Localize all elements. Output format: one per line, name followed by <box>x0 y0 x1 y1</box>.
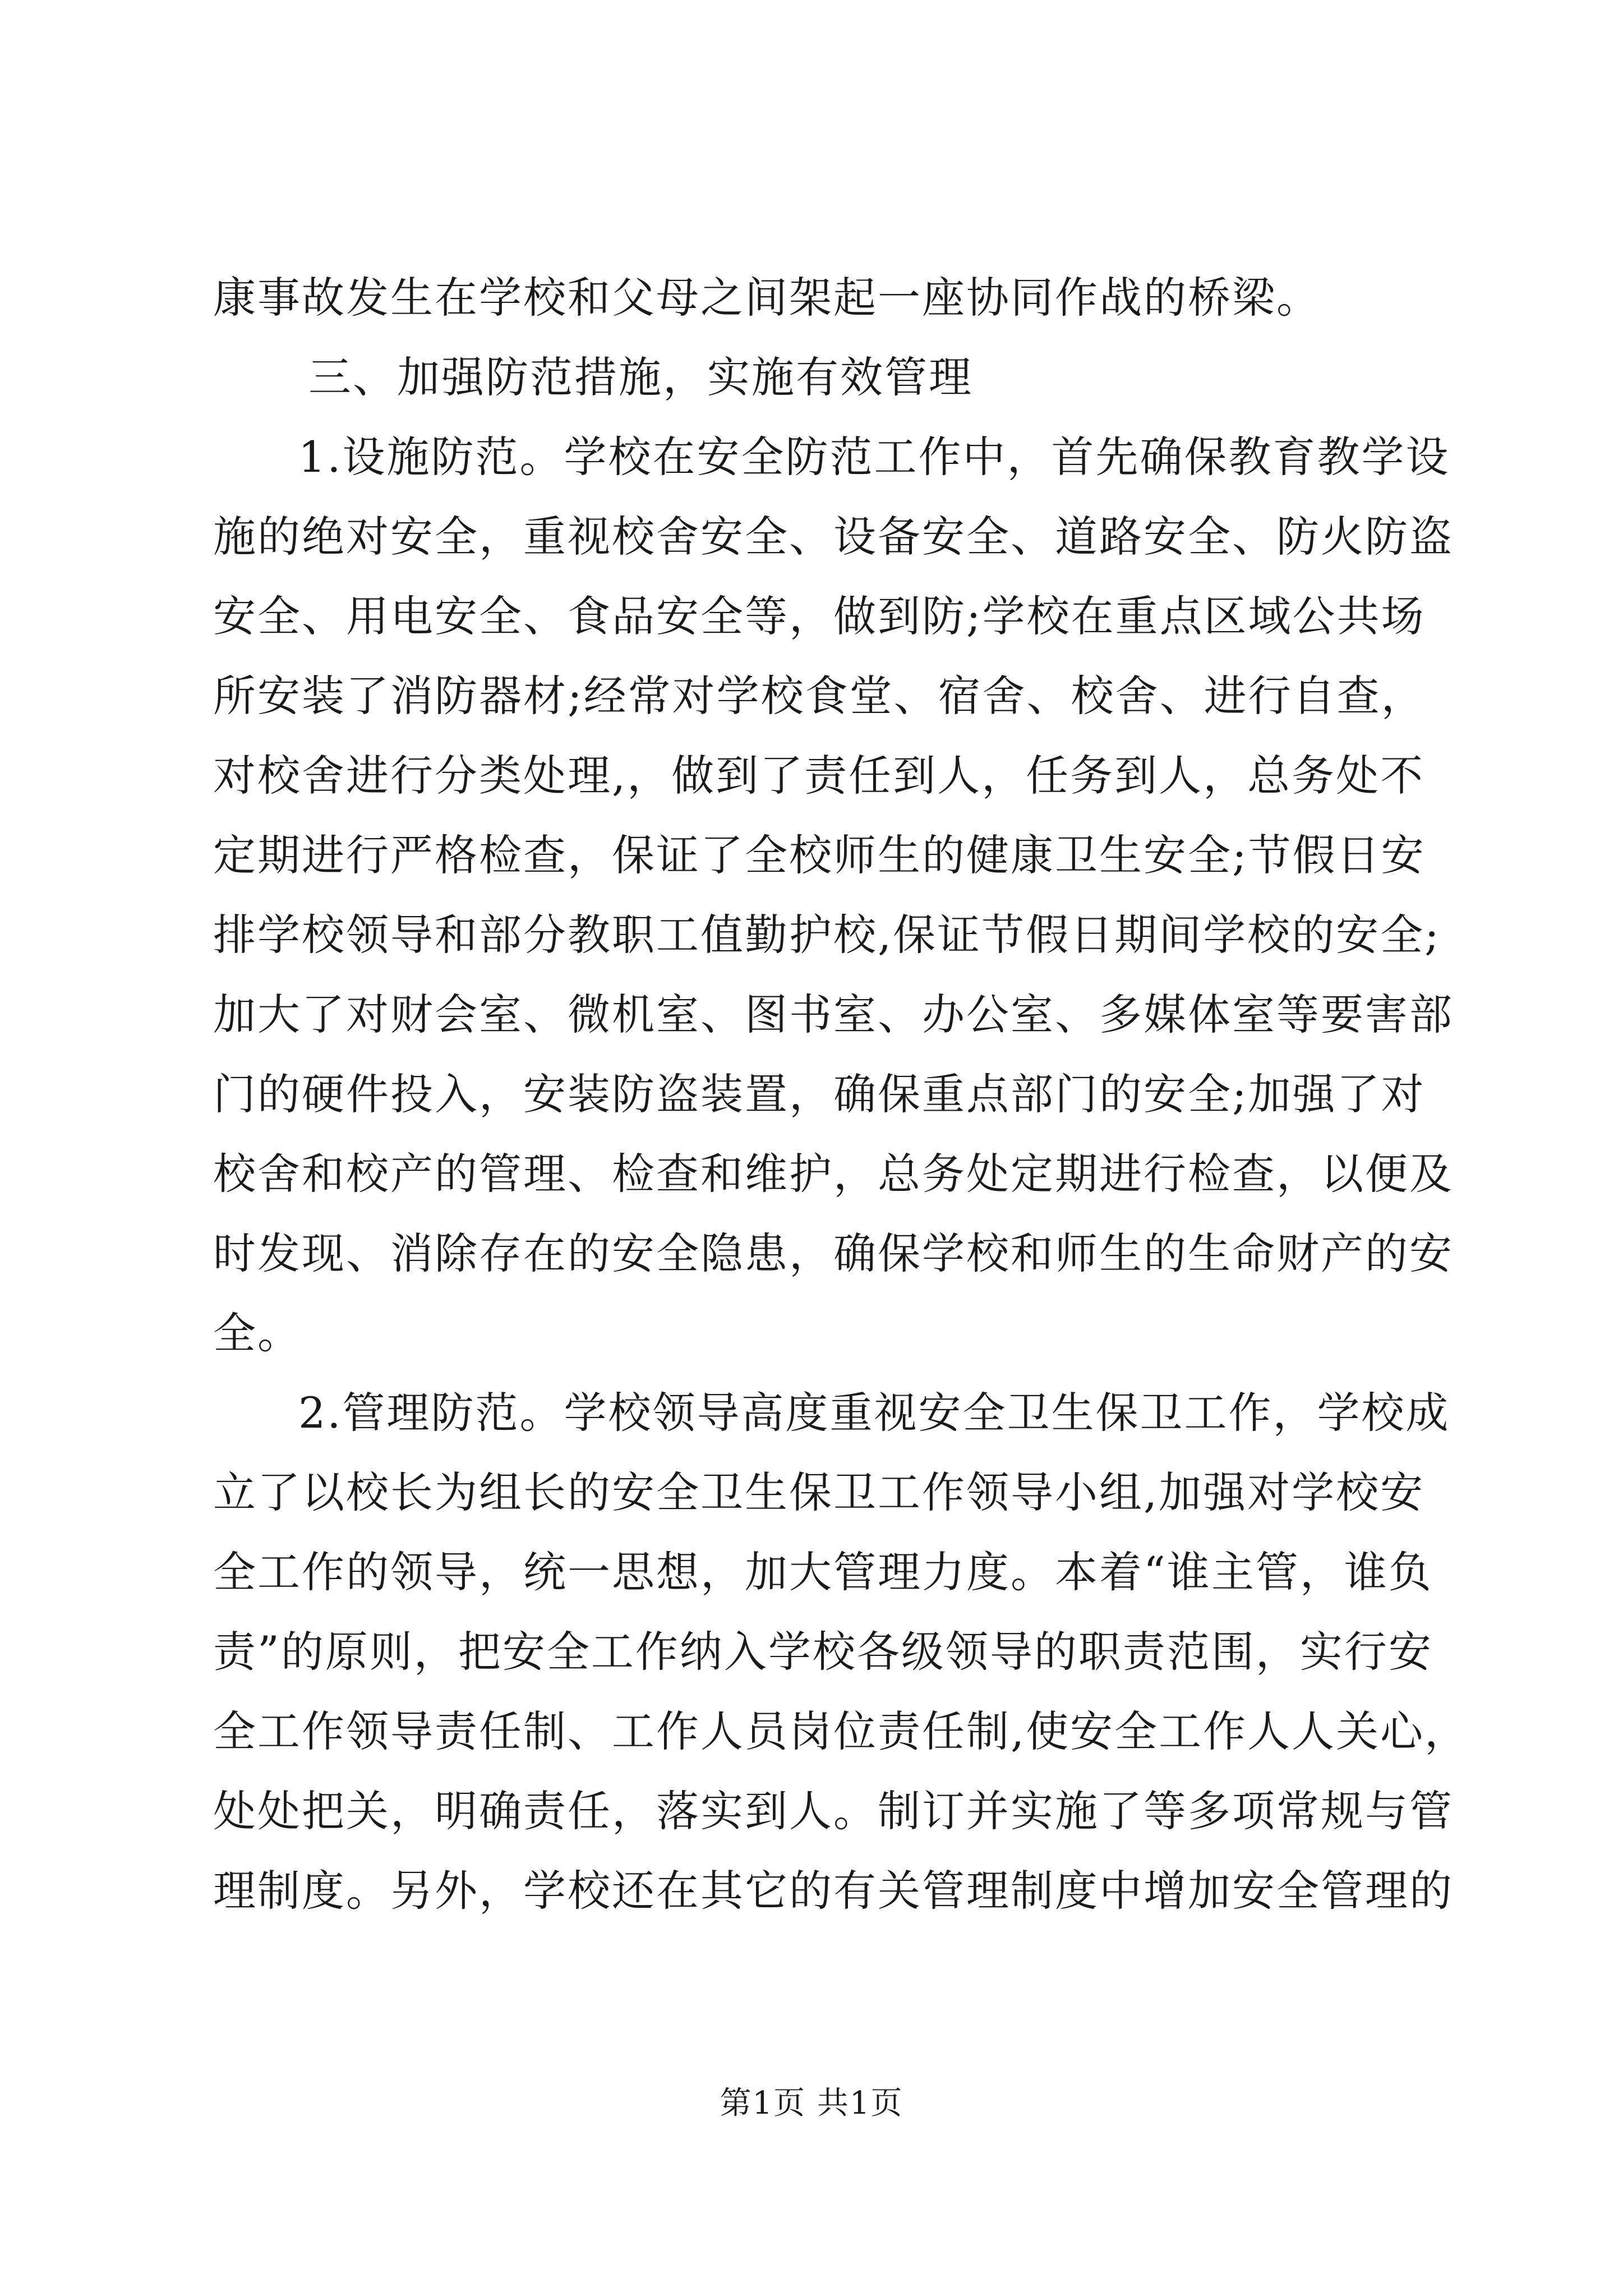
text-line: 全工作的领导，统一思想，加大管理力度。本着“谁主管，谁负 <box>213 1547 1433 1597</box>
text-line: 排学校领导和部分教职工值勤护校,保证节假日期间学校的安全; <box>213 910 1441 960</box>
section-heading: 三、加强防范措施，实施有效管理 <box>308 352 973 402</box>
text-line: 所安装了消防器材;经常对学校食堂、宿舍、校舍、进行自查， <box>213 671 1426 721</box>
page-number-footer: 第1页 共1页 <box>720 2085 903 2122</box>
text-line: 康事故发生在学校和父母之间架起一座协同作战的桥梁。 <box>213 273 1321 323</box>
text-line: 校舍和校产的管理、检查和维护，总务处定期进行检查，以便及 <box>213 1149 1454 1199</box>
text-line: 全工作领导责任制、工作人员岗位责任制,使安全工作人人关心， <box>213 1706 1469 1756</box>
text-line: 对校舍进行分类处理,，做到了责任到人，任务到人，总务处不 <box>213 751 1425 800</box>
text-line: 施的绝对安全，重视校舍安全、设备安全、道路安全、防火防盗 <box>213 512 1454 562</box>
paragraph-first-line: 1.设施防范。学校在安全防范工作中，首先确保教育教学设 <box>298 432 1450 482</box>
text-line: 责”的原则，把安全工作纳入学校各级领导的职责范围，实行安 <box>213 1627 1433 1677</box>
text-line: 时发现、消除存在的安全隐患，确保学校和师生的生命财产的安 <box>213 1228 1454 1278</box>
text-line: 安全、用电安全、食品安全等，做到防;学校在重点区域公共场 <box>213 591 1426 641</box>
paragraph-first-line: 2.管理防范。学校领导高度重视安全卫生保卫工作，学校成 <box>298 1388 1450 1438</box>
text-line: 全。 <box>213 1308 302 1358</box>
text-line: 立了以校长为组长的安全卫生保卫工作领导小组,加强对学校安 <box>213 1467 1425 1517</box>
text-line: 处处把关，明确责任，落实到人。制订并实施了等多项常规与管 <box>213 1786 1454 1836</box>
text-line: 理制度。另外，学校还在其它的有关管理制度中增加安全管理的 <box>213 1866 1454 1916</box>
text-line: 加大了对财会室、微机室、图书室、办公室、多媒体室等要害部 <box>213 990 1454 1039</box>
text-line: 定期进行严格检查，保证了全校师生的健康卫生安全;节假日安 <box>213 830 1426 880</box>
document-body <box>213 258 1469 1931</box>
text-line: 门的硬件投入，安装防盗装置，确保重点部门的安全;加强了对 <box>213 1069 1426 1119</box>
